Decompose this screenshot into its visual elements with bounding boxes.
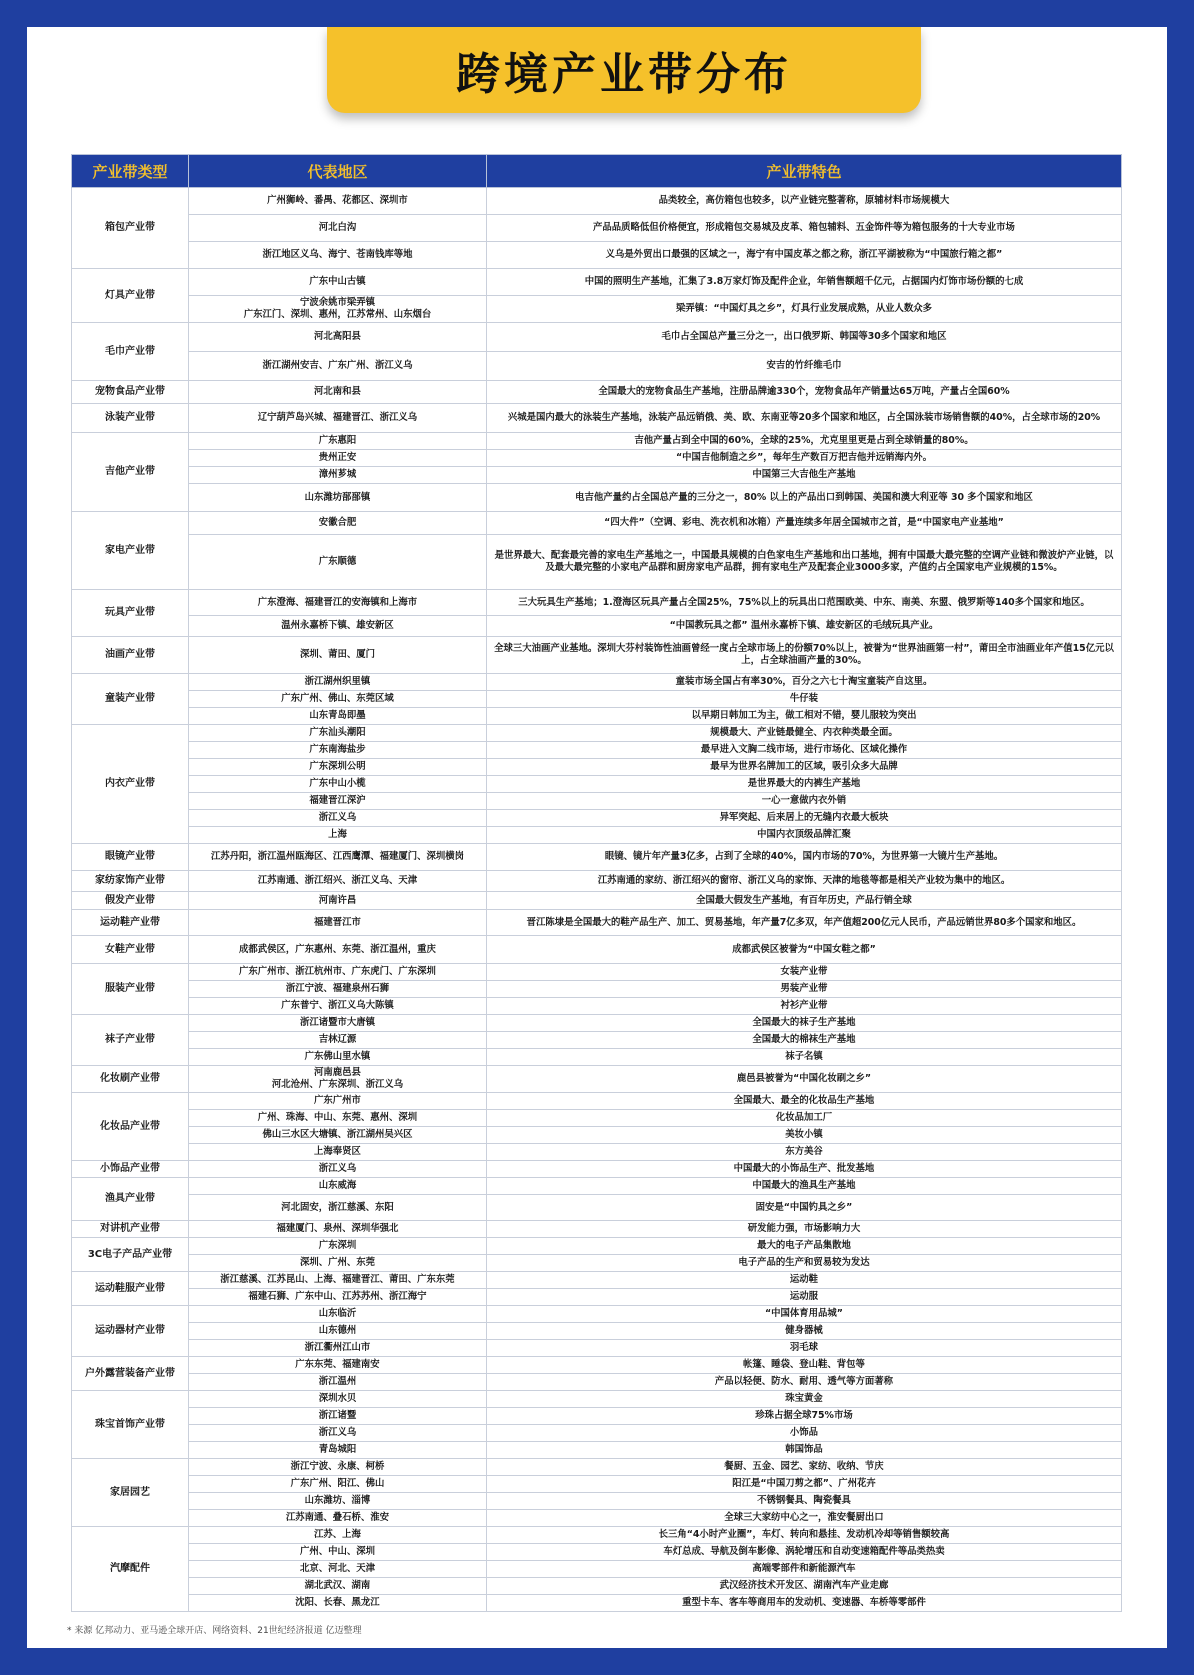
feature-cell: 珍珠占据全球75%市场	[487, 1408, 1122, 1425]
table-row	[72, 381, 1122, 404]
feature-cell: 固安是“中国钓具之乡”	[487, 1195, 1122, 1221]
region-cell: 浙江湖州安吉、广东广州、浙江义乌	[189, 352, 487, 381]
category-cell: 箱包产业带	[72, 188, 189, 269]
feature-cell: 研发能力强，市场影响力大	[487, 1221, 1122, 1238]
region-cell: 江苏丹阳，浙江温州瓯海区、江西鹰潭、福建厦门、深圳横岗	[189, 844, 487, 871]
table-row	[72, 1144, 1122, 1161]
feature-cell: 义乌是外贸出口最强的区域之一，海宁有中国皮革之都之称，浙江平湖被称为“中国旅行箱之都”	[487, 242, 1122, 269]
feature-cell: 眼镜、镜片年产量3亿多，占到了全球的40%，国内市场的70%，为世界第一大镜片生产基地。	[487, 844, 1122, 871]
category-cell: 油画产业带	[72, 637, 189, 674]
table-row	[72, 708, 1122, 725]
region-cell: 沈阳、长春、黑龙江	[189, 1595, 487, 1612]
feature-cell: 中国第三大吉他生产基地	[487, 467, 1122, 484]
feature-cell: “中国教玩具之都” 温州永嘉桥下镇、雄安新区的毛绒玩具产业。	[487, 616, 1122, 637]
feature-cell: 全国最大的棉袜生产基地	[487, 1032, 1122, 1049]
table-row	[72, 1544, 1122, 1561]
region-cell: 山东青岛即墨	[189, 708, 487, 725]
header-category: 产业带类型	[72, 155, 189, 188]
table-row	[72, 1066, 1122, 1093]
table-row	[72, 1493, 1122, 1510]
feature-cell: “中国吉他制造之乡”，每年生产数百万把吉他并远销海内外。	[487, 450, 1122, 467]
category-cell: 珠宝首饰产业带	[72, 1391, 189, 1459]
feature-cell: 以早期日韩加工为主，做工相对不错，婴儿服较为突出	[487, 708, 1122, 725]
feature-cell: 晋江陈埭是全国最大的鞋产品生产、加工、贸易基地，年产量7亿多双，年产值超200亿元人民币，产品远销世界80多个国家和地区。	[487, 910, 1122, 936]
region-cell: 山东潍坊郚郚镇	[189, 484, 487, 512]
table-row	[72, 1357, 1122, 1374]
table-row	[72, 484, 1122, 512]
feature-cell: 毛巾占全国总产量三分之一，出口俄罗斯、韩国等30多个国家和地区	[487, 323, 1122, 352]
region-cell: 山东威海	[189, 1178, 487, 1195]
feature-cell: 全国最大的袜子生产基地	[487, 1015, 1122, 1032]
feature-cell: 长三角“4小时产业圈”，车灯、转向和悬挂、发动机冷却等销售额较高	[487, 1527, 1122, 1544]
region-cell: 河南鹿邑县 河北沧州、广东深圳、浙江义乌	[189, 1066, 487, 1093]
region-cell: 广东惠阳	[189, 433, 487, 450]
feature-cell: 最早为世界名牌加工的区域，吸引众多大品牌	[487, 759, 1122, 776]
feature-cell: 产品品质略低但价格便宜，形成箱包交易城及皮革、箱包辅料、五金饰件等为箱包服务的十大专业市场	[487, 215, 1122, 242]
table-row	[72, 512, 1122, 535]
region-cell: 广东普宁、浙江义乌大陈镇	[189, 998, 487, 1015]
feature-cell: 东方美谷	[487, 1144, 1122, 1161]
table-row	[72, 1561, 1122, 1578]
category-cell: 3C电子产品产业带	[72, 1238, 189, 1272]
table-row	[72, 535, 1122, 590]
region-cell: 深圳水贝	[189, 1391, 487, 1408]
feature-cell: 电吉他产量约占全国总产量的三分之一，80% 以上的产品出口到韩国、美国和澳大利亚等 30 多个国家和地区	[487, 484, 1122, 512]
table-row	[72, 1374, 1122, 1391]
feature-cell: 异军突起、后来居上的无缝内衣最大板块	[487, 810, 1122, 827]
table-row	[72, 742, 1122, 759]
table-row	[72, 892, 1122, 910]
feature-cell: 是世界最大的内裤生产基地	[487, 776, 1122, 793]
region-cell: 河北固安，浙江慈溪、东阳	[189, 1195, 487, 1221]
region-cell: 浙江慈溪、江苏昆山、上海、福建晋江、莆田、广东东莞	[189, 1272, 487, 1289]
category-cell: 内衣产业带	[72, 725, 189, 844]
feature-cell: 重型卡车、客车等商用车的发动机、变速器、车桥等零部件	[487, 1595, 1122, 1612]
feature-cell: 中国内衣顶级品牌汇聚	[487, 827, 1122, 844]
feature-cell: “四大件”（空调、彩电、洗衣机和冰箱）产量连续多年居全国城市之首，是“中国家电产业基地”	[487, 512, 1122, 535]
table-row	[72, 269, 1122, 296]
feature-cell: 男装产业带	[487, 981, 1122, 998]
table-row	[72, 1595, 1122, 1612]
category-cell: 袜子产业带	[72, 1015, 189, 1066]
table-row	[72, 616, 1122, 637]
region-cell: 河北白沟	[189, 215, 487, 242]
region-cell: 山东潍坊、淄博	[189, 1493, 487, 1510]
region-cell: 浙江义乌	[189, 1161, 487, 1178]
table-row	[72, 1032, 1122, 1049]
header-region: 代表地区	[189, 155, 487, 188]
table-row	[72, 936, 1122, 964]
category-cell: 运动器材产业带	[72, 1306, 189, 1357]
table-row	[72, 1049, 1122, 1066]
region-cell: 浙江义乌	[189, 1425, 487, 1442]
feature-cell: 衬衫产业带	[487, 998, 1122, 1015]
table-row	[72, 1527, 1122, 1544]
category-cell: 汽摩配件	[72, 1527, 189, 1612]
table-row	[72, 1425, 1122, 1442]
category-cell: 童装产业带	[72, 674, 189, 725]
feature-cell: 袜子名镇	[487, 1049, 1122, 1066]
feature-cell: 中国的照明生产基地，汇集了3.8万家灯饰及配件企业，年销售额超千亿元，占据国内灯饰市场份额的七成	[487, 269, 1122, 296]
source-footnote: * 来源 亿邦动力、亚马逊全球开店、网络资料、21世纪经济报道 亿迈整理	[67, 1626, 362, 1636]
region-cell: 浙江衢州江山市	[189, 1340, 487, 1357]
region-cell: 广东广州市	[189, 1093, 487, 1110]
table-row	[72, 844, 1122, 871]
table-row	[72, 242, 1122, 269]
category-cell: 化妆品产业带	[72, 1093, 189, 1161]
feature-cell: 全国最大、最全的化妆品生产基地	[487, 1093, 1122, 1110]
feature-cell: 产品以轻便、防水、耐用、透气等方面著称	[487, 1374, 1122, 1391]
category-cell: 玩具产业带	[72, 590, 189, 637]
region-cell: 浙江诸暨	[189, 1408, 487, 1425]
table-row	[72, 827, 1122, 844]
region-cell: 江苏南通、叠石桥、淮安	[189, 1510, 487, 1527]
region-cell: 山东德州	[189, 1323, 487, 1340]
category-cell: 运动鞋产业带	[72, 910, 189, 936]
feature-cell: 全国最大的宠物食品生产基地，注册品牌逾330个，宠物食品年产销量达65万吨，产量占全国60%	[487, 381, 1122, 404]
region-cell: 青岛城阳	[189, 1442, 487, 1459]
feature-cell: 小饰品	[487, 1425, 1122, 1442]
page-title: 跨境产业带分布	[456, 49, 792, 100]
table-row	[72, 1195, 1122, 1221]
table-row	[72, 1238, 1122, 1255]
region-cell: 浙江地区义乌、海宁、苍南钱库等地	[189, 242, 487, 269]
region-cell: 广东广州、佛山、东莞区域	[189, 691, 487, 708]
region-cell: 广州狮岭、番禺、花都区、深圳市	[189, 188, 487, 215]
feature-cell: 不锈钢餐具、陶瓷餐具	[487, 1493, 1122, 1510]
region-cell: 浙江宁波、福建泉州石狮	[189, 981, 487, 998]
category-cell: 灯具产业带	[72, 269, 189, 323]
feature-cell: 安吉的竹纤维毛巾	[487, 352, 1122, 381]
region-cell: 广东深圳公明	[189, 759, 487, 776]
region-cell: 河北南和县	[189, 381, 487, 404]
category-cell: 对讲机产业带	[72, 1221, 189, 1238]
region-cell: 辽宁葫芦岛兴城、福建晋江、浙江义乌	[189, 404, 487, 433]
region-cell: 上海奉贤区	[189, 1144, 487, 1161]
table-row	[72, 1459, 1122, 1476]
region-cell: 温州永嘉桥下镇、雄安新区	[189, 616, 487, 637]
table-row	[72, 450, 1122, 467]
region-cell: 广东深圳	[189, 1238, 487, 1255]
feature-cell: 梁弄镇：“中国灯具之乡”，灯具行业发展成熟，从业人数众多	[487, 296, 1122, 323]
feature-cell: 三大玩具生产基地；1.澄海区玩具产量占全国25%，75%以上的玩具出口范围欧美、中东、南美、东盟、俄罗斯等140多个国家和地区。	[487, 590, 1122, 616]
feature-cell: 羽毛球	[487, 1340, 1122, 1357]
table-body	[72, 188, 1122, 1612]
category-cell: 运动鞋服产业带	[72, 1272, 189, 1306]
table-row	[72, 637, 1122, 674]
region-cell: 广东广州、阳江、佛山	[189, 1476, 487, 1493]
table-row	[72, 1442, 1122, 1459]
table-row	[72, 871, 1122, 892]
feature-cell: 高端零部件和新能源汽车	[487, 1561, 1122, 1578]
table-row	[72, 691, 1122, 708]
table-row	[72, 1255, 1122, 1272]
region-cell: 漳州芗城	[189, 467, 487, 484]
feature-cell: 化妆品加工厂	[487, 1110, 1122, 1127]
table-row	[72, 793, 1122, 810]
table-row	[72, 759, 1122, 776]
table-row	[72, 352, 1122, 381]
feature-cell: 是世界最大、配套最完善的家电生产基地之一，中国最具规模的白色家电生产基地和出口基地，拥有中国最大最完整的空调产业链和微波炉产业链，以及最大最完整的小家电产品群和厨房家电产品群，拥有家电生产及配套企业3000多家，产值约占全国家电产业规模的15%。	[487, 535, 1122, 590]
region-cell: 福建石狮、广东中山、江苏苏州、浙江海宁	[189, 1289, 487, 1306]
region-cell: 宁波余姚市梁弄镇 广东江门、深圳、惠州，江苏常州、山东烟台	[189, 296, 487, 323]
table-row	[72, 590, 1122, 616]
region-cell: 广东广州市、浙江杭州市、广东虎门、广东深圳	[189, 964, 487, 981]
category-cell: 宠物食品产业带	[72, 381, 189, 404]
category-cell: 户外露营装备产业带	[72, 1357, 189, 1391]
feature-cell: 最早进入文胸二线市场，进行市场化、区域化操作	[487, 742, 1122, 759]
region-cell: 广东澄海、福建晋江的安海镇和上海市	[189, 590, 487, 616]
table-row	[72, 1110, 1122, 1127]
content-card	[27, 27, 1167, 1648]
table-row	[72, 1289, 1122, 1306]
header-feature: 产业带特色	[487, 155, 1122, 188]
table-row	[72, 296, 1122, 323]
table-row	[72, 1221, 1122, 1238]
table-row	[72, 1178, 1122, 1195]
feature-cell: 鹿邑县被誉为“中国化妆刷之乡”	[487, 1066, 1122, 1093]
table-row	[72, 1323, 1122, 1340]
feature-cell: 中国最大的渔具生产基地	[487, 1178, 1122, 1195]
region-cell: 成都武侯区，广东惠州、东莞、浙江温州，重庆	[189, 936, 487, 964]
region-cell: 广州、中山、深圳	[189, 1544, 487, 1561]
region-cell: 广东顺德	[189, 535, 487, 590]
feature-cell: 全球三大家纺中心之一，淮安餐厨出口	[487, 1510, 1122, 1527]
table-row	[72, 188, 1122, 215]
feature-cell: 帐篷、睡袋、登山鞋、背包等	[487, 1357, 1122, 1374]
feature-cell: 中国最大的小饰品生产、批发基地	[487, 1161, 1122, 1178]
table-row	[72, 725, 1122, 742]
table-row	[72, 433, 1122, 450]
category-cell: 假发产业带	[72, 892, 189, 910]
table-row	[72, 998, 1122, 1015]
feature-cell: 运动服	[487, 1289, 1122, 1306]
table-row	[72, 1510, 1122, 1527]
feature-cell: 餐厨、五金、园艺、家纺、收纳、节庆	[487, 1459, 1122, 1476]
category-cell: 小饰品产业带	[72, 1161, 189, 1178]
category-cell: 吉他产业带	[72, 433, 189, 512]
feature-cell: 女装产业带	[487, 964, 1122, 981]
feature-cell: 电子产品的生产和贸易较为发达	[487, 1255, 1122, 1272]
category-cell: 女鞋产业带	[72, 936, 189, 964]
region-cell: 浙江湖州织里镇	[189, 674, 487, 691]
table-row	[72, 810, 1122, 827]
feature-cell: 江苏南通的家纺、浙江绍兴的窗帘、浙江义乌的家饰、天津的地毯等都是相关产业较为集中的地区。	[487, 871, 1122, 892]
feature-cell: 珠宝黄金	[487, 1391, 1122, 1408]
region-cell: 福建厦门、泉州、深圳华强北	[189, 1221, 487, 1238]
feature-cell: 武汉经济技术开发区、湖南汽车产业走廊	[487, 1578, 1122, 1595]
feature-cell: 阳江是“中国刀剪之都”、广州花卉	[487, 1476, 1122, 1493]
region-cell: 河北高阳县	[189, 323, 487, 352]
region-cell: 浙江宁波、永康、柯桥	[189, 1459, 487, 1476]
table-row	[72, 1408, 1122, 1425]
region-cell: 安徽合肥	[189, 512, 487, 535]
category-cell: 服装产业带	[72, 964, 189, 1015]
region-cell: 河南许昌	[189, 892, 487, 910]
region-cell: 广东佛山里水镇	[189, 1049, 487, 1066]
title-banner	[327, 27, 921, 113]
region-cell: 广州、珠海、中山、东莞、惠州、深圳	[189, 1110, 487, 1127]
region-cell: 浙江义乌	[189, 810, 487, 827]
table-row	[72, 964, 1122, 981]
feature-cell: 韩国饰品	[487, 1442, 1122, 1459]
table-row	[72, 404, 1122, 433]
region-cell: 深圳、莆田、厦门	[189, 637, 487, 674]
table-row	[72, 776, 1122, 793]
region-cell: 北京、河北、天津	[189, 1561, 487, 1578]
region-cell: 福建晋江深沪	[189, 793, 487, 810]
region-cell: 广东东莞、福建南安	[189, 1357, 487, 1374]
feature-cell: 童装市场全国占有率30%，百分之六七十淘宝童装产自这里。	[487, 674, 1122, 691]
feature-cell: 最大的电子产品集散地	[487, 1238, 1122, 1255]
category-cell: 家纺家饰产业带	[72, 871, 189, 892]
table-row	[72, 467, 1122, 484]
table-header-row	[72, 155, 1122, 188]
table-row	[72, 910, 1122, 936]
category-cell: 毛巾产业带	[72, 323, 189, 381]
feature-cell: 品类较全，高仿箱包也较多，以产业链完整著称，原辅材料市场规模大	[487, 188, 1122, 215]
region-cell: 吉林辽源	[189, 1032, 487, 1049]
table-row	[72, 1161, 1122, 1178]
industry-table-wrap	[71, 154, 1121, 1612]
feature-cell: 牛仔装	[487, 691, 1122, 708]
region-cell: 佛山三水区大塘镇、浙江湖州吴兴区	[189, 1127, 487, 1144]
region-cell: 浙江诸暨市大唐镇	[189, 1015, 487, 1032]
table-row	[72, 1391, 1122, 1408]
feature-cell: 一心一意做内衣外销	[487, 793, 1122, 810]
feature-cell: “中国体育用品城”	[487, 1306, 1122, 1323]
table-row	[72, 1015, 1122, 1032]
region-cell: 贵州正安	[189, 450, 487, 467]
category-cell: 家电产业带	[72, 512, 189, 590]
category-cell: 家居园艺	[72, 1459, 189, 1527]
feature-cell: 兴城是国内最大的泳装生产基地，泳装产品远销俄、美、欧、东南亚等20多个国家和地区，占全国泳装市场销售额的40%，占全球市场的20%	[487, 404, 1122, 433]
table-row	[72, 1306, 1122, 1323]
feature-cell: 全球三大油画产业基地。深圳大芬村装饰性油画曾经一度占全球市场上的份额70%以上，被誉为“世界油画第一村”，莆田全市油画业年产值15亿元以上，占全球油画产量的30%。	[487, 637, 1122, 674]
feature-cell: 成都武侯区被誉为“中国女鞋之都”	[487, 936, 1122, 964]
table-row	[72, 1340, 1122, 1357]
table-row	[72, 1578, 1122, 1595]
region-cell: 山东临沂	[189, 1306, 487, 1323]
region-cell: 福建晋江市	[189, 910, 487, 936]
table-row	[72, 981, 1122, 998]
category-cell: 化妆刷产业带	[72, 1066, 189, 1093]
feature-cell: 车灯总成、导航及倒车影像、涡轮增压和自动变速箱配件等品类热卖	[487, 1544, 1122, 1561]
table-row	[72, 323, 1122, 352]
region-cell: 上海	[189, 827, 487, 844]
table-row	[72, 674, 1122, 691]
region-cell: 浙江温州	[189, 1374, 487, 1391]
table-row	[72, 1272, 1122, 1289]
region-cell: 江苏、上海	[189, 1527, 487, 1544]
feature-cell: 运动鞋	[487, 1272, 1122, 1289]
region-cell: 江苏南通、浙江绍兴、浙江义乌、天津	[189, 871, 487, 892]
region-cell: 广东中山小榄	[189, 776, 487, 793]
region-cell: 深圳、广州、东莞	[189, 1255, 487, 1272]
region-cell: 广东南海盐步	[189, 742, 487, 759]
category-cell: 泳装产业带	[72, 404, 189, 433]
category-cell: 渔具产业带	[72, 1178, 189, 1221]
region-cell: 湖北武汉、湖南	[189, 1578, 487, 1595]
table-row	[72, 1127, 1122, 1144]
industry-table	[71, 154, 1122, 1612]
feature-cell: 健身器械	[487, 1323, 1122, 1340]
table-row	[72, 1093, 1122, 1110]
category-cell: 眼镜产业带	[72, 844, 189, 871]
feature-cell: 美妆小镇	[487, 1127, 1122, 1144]
region-cell: 广东汕头潮阳	[189, 725, 487, 742]
feature-cell: 吉他产量占到全中国的60%，全球的25%，尤克里里更是占到全球销量的80%。	[487, 433, 1122, 450]
feature-cell: 全国最大假发生产基地，有百年历史，产品行销全球	[487, 892, 1122, 910]
table-row	[72, 1476, 1122, 1493]
region-cell: 广东中山古镇	[189, 269, 487, 296]
table-row	[72, 215, 1122, 242]
feature-cell: 规模最大、产业链最健全、内衣种类最全面。	[487, 725, 1122, 742]
